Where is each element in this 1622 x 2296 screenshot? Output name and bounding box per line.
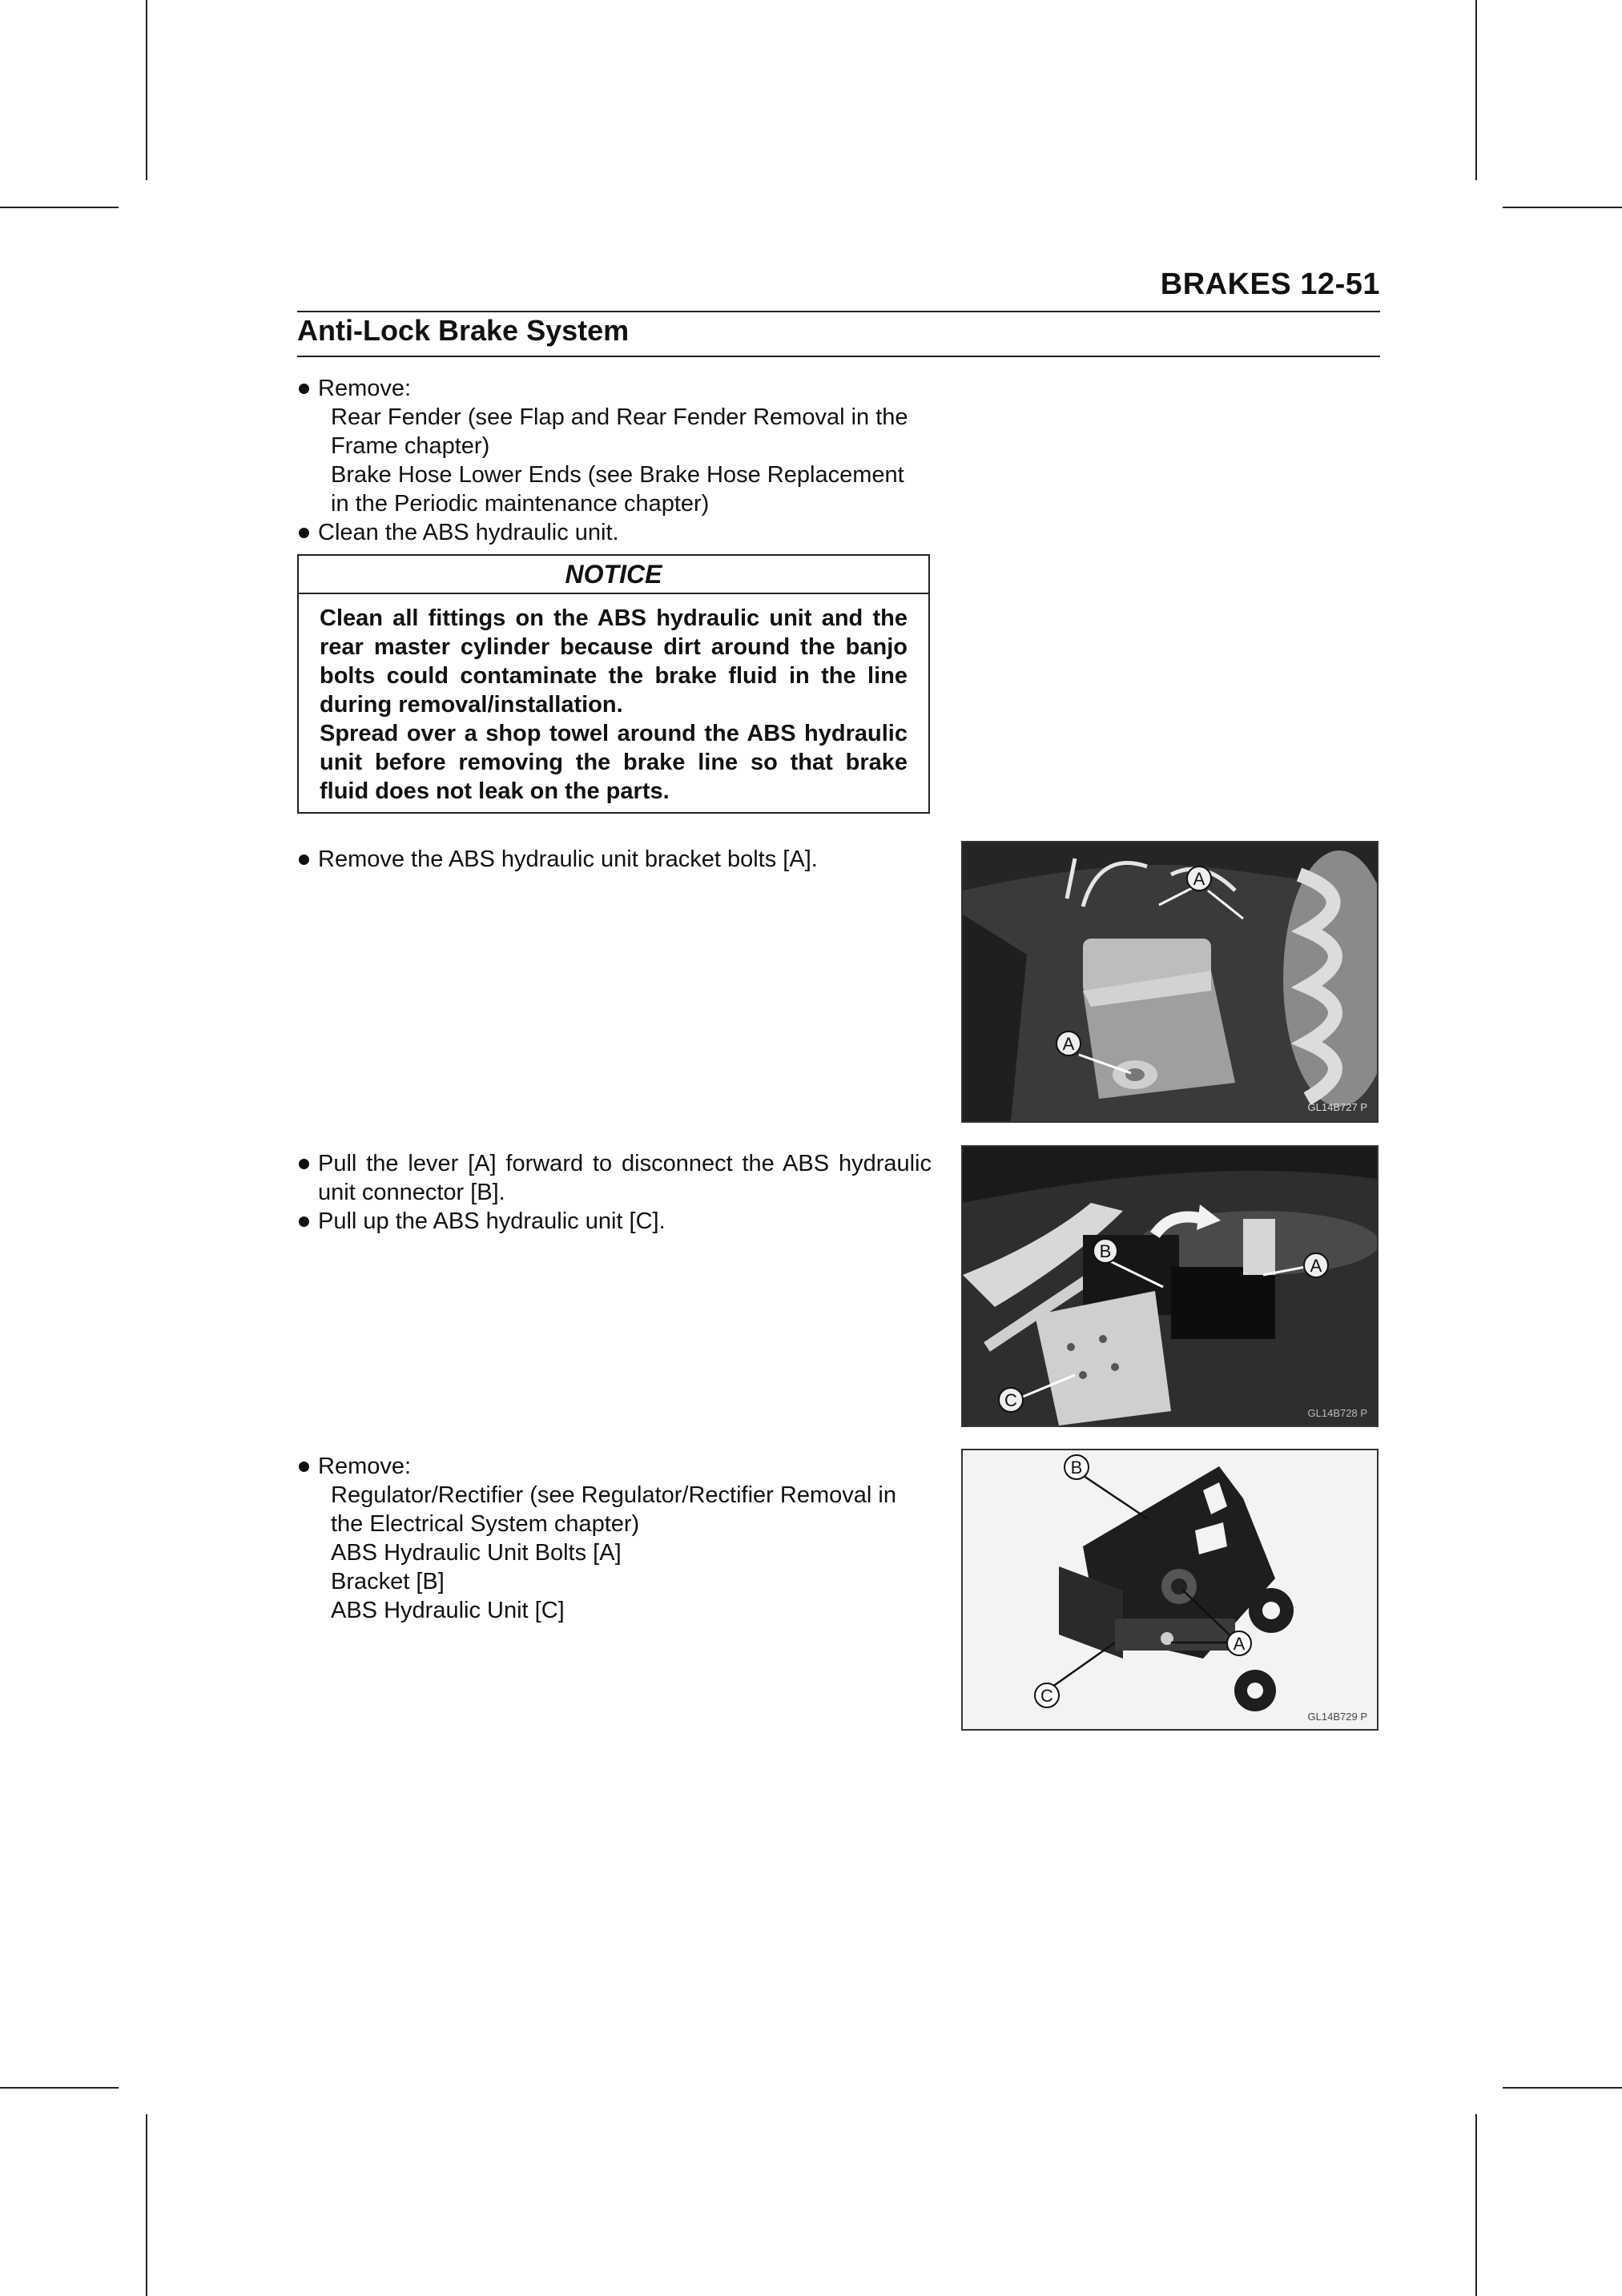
svg-text:A: A [1193,869,1205,889]
section-title: Anti-Lock Brake System [297,314,630,347]
photo-abs-connector [961,1145,1378,1427]
svg-text:C: C [1004,1390,1017,1410]
callout-label [1187,867,1211,891]
notice-paragraph: Spread over a shop towel around the ABS hydraulic unit before removing the brake line so that brake fluid does not leak on the parts. [320,721,908,804]
svg-text:B: B [1099,1241,1112,1261]
remove-item: the Electrical System chapter) [331,1511,640,1537]
crop-mark [0,207,119,208]
svg-text:C: C [1040,1686,1053,1706]
callout-label [1227,1631,1251,1655]
callout-layer [963,1147,1377,1425]
notice-heading: NOTICE [299,556,928,594]
pull-up-step: Pull up the ABS hydraulic unit [C]. [297,1207,932,1236]
remove-item: in the Periodic maintenance chapter) [331,491,710,517]
svg-text:A: A [1062,1034,1075,1054]
remove-item: Regulator/Rectifier (see Regulator/Rectifier Removal in [331,1482,896,1508]
section-rule [297,356,1380,357]
callout-label [1304,1253,1328,1277]
page-header-title: BRAKES 12-51 [1160,267,1380,301]
crop-mark [1503,207,1622,208]
removal-instructions-3 [297,1149,932,1236]
remove-item: ABS Hydraulic Unit [C] [331,1598,565,1623]
svg-text:A: A [1233,1634,1246,1654]
remove-step-label: Remove: [297,374,932,403]
crop-mark [146,0,147,180]
callout-label [1093,1239,1117,1263]
crop-mark [1475,0,1477,180]
clean-step: Clean the ABS hydraulic unit. [297,518,932,547]
remove-step-label: Remove: [297,1452,932,1481]
callout-layer [963,842,1377,1121]
remove-item: Frame chapter) [331,433,490,459]
photo-abs-bracket [961,1449,1378,1731]
photo-code: GL14B729 P [1307,1711,1367,1723]
photo-abs-bracket-bolts [961,841,1378,1123]
callout-label [999,1388,1023,1412]
crop-mark [1475,2114,1477,2296]
remove-item: Brake Hose Lower Ends (see Brake Hose Replacement [331,462,904,488]
callout-label [1065,1455,1089,1479]
removal-instructions-2 [297,845,932,874]
removal-instructions-4 [297,1452,932,1625]
photo-code: GL14B727 P [1307,1101,1367,1113]
notice-paragraph: Clean all fittings on the ABS hydraulic unit and the rear master cylinder because dirt around the banjo bolts could contaminate the brake fluid in the line during removal/installation. [320,605,908,718]
crop-mark [146,2114,147,2296]
header-rule [297,311,1380,312]
svg-text:B: B [1070,1458,1083,1478]
notice-body [299,594,928,806]
photo-code: GL14B728 P [1307,1407,1367,1419]
crop-mark [1503,2087,1622,2089]
remove-item: ABS Hydraulic Unit Bolts [A] [331,1540,622,1566]
callout-label [1035,1683,1059,1707]
callout-label [1057,1031,1081,1056]
callout-layer [963,1450,1377,1729]
removal-instructions-1 [297,374,932,547]
crop-mark [0,2087,119,2089]
notice-box [297,554,930,814]
connector-step: Pull the lever [A] forward to disconnect the ABS hydraulic unit connector [B]. [297,1149,932,1207]
svg-text:A: A [1310,1256,1322,1276]
remove-item: Bracket [B] [331,1569,445,1594]
bracket-bolts-step: Remove the ABS hydraulic unit bracket bolts [A]. [297,845,932,874]
remove-item: Rear Fender (see Flap and Rear Fender Removal in the [331,404,908,430]
